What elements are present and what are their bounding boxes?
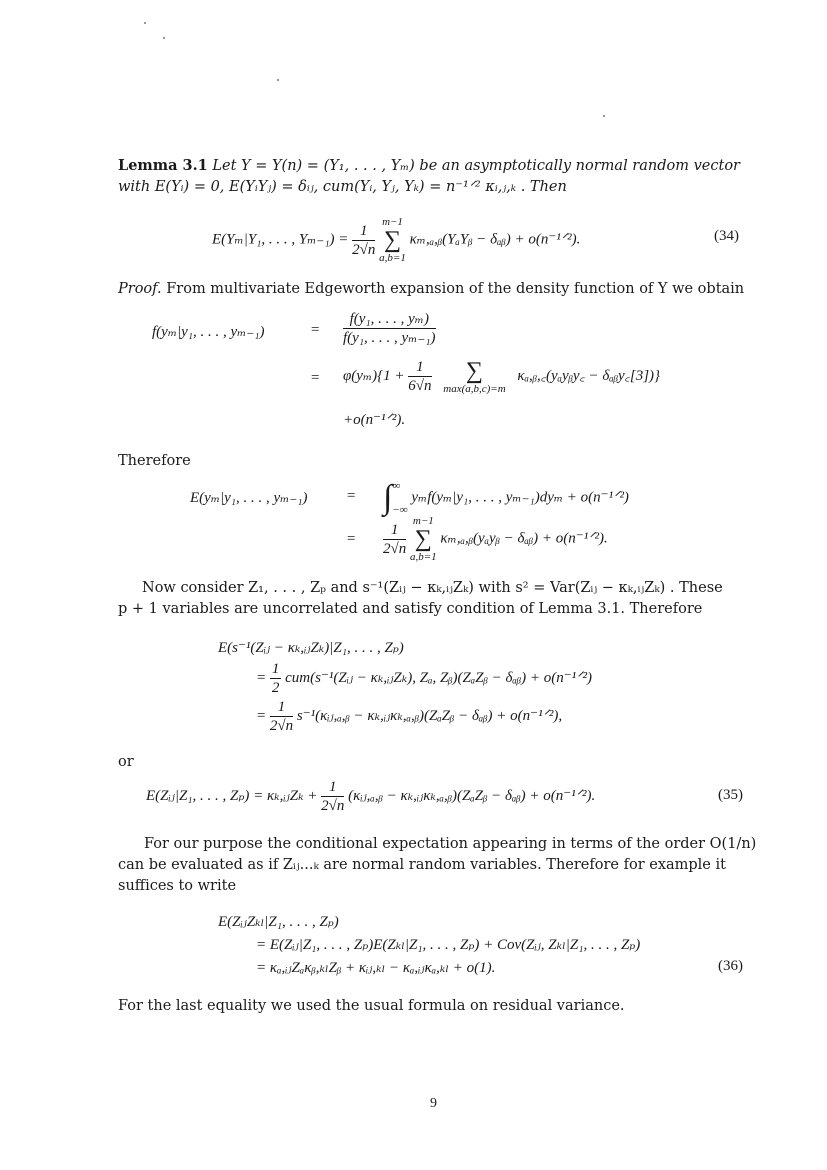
expect-fraction (383, 521, 406, 558)
sum-icon: ∑ (414, 526, 432, 552)
density-sum (443, 359, 505, 395)
expect-frac-den: 2√n (383, 540, 407, 557)
purpose-line-2: can be evaluated as if Zᵢⱼ...ₖ are normal random variables. Therefore for example it (118, 857, 726, 873)
eq35-fraction (321, 778, 344, 815)
eq34-fraction (352, 222, 375, 259)
proof-paragraph (118, 279, 744, 300)
density-remainder: +o(n⁻¹ᐟ²). (343, 412, 406, 428)
cond-line2-eq: = (256, 669, 267, 686)
eq34-frac-den: 2√n (352, 241, 376, 258)
expect-rhs: κₘ,ₐ,ᵦ(yₐyᵦ − δₐᵦ) + o(n⁻¹ᐟ²). (440, 530, 608, 547)
eq34-sum (379, 216, 406, 264)
cond-line3-den: 2√n (269, 718, 294, 734)
expect-lhs: E(yₘ|y₁, . . . , yₘ₋₁) (190, 490, 308, 506)
expect-integrand: yₘf(yₘ|y₁, . . . , yₘ₋₁)dyₘ + o(n⁻¹ᐟ²) (411, 489, 629, 506)
scan-speck (163, 37, 165, 39)
expect-sum (410, 515, 437, 563)
now-consider-paragraph (118, 578, 758, 620)
expect-eq-1: = (346, 488, 357, 504)
cond-line2-post: cum(s⁻¹(Zᵢⱼ − κₖ,ᵢⱼZₖ), Zₐ, Zᵦ)(ZₐZᵦ − δₐᵦ) + o(n⁻¹ᐟ²) (285, 669, 592, 686)
proof-text: From multivariate Edgeworth expansion of the density function of Y we obtain (166, 281, 745, 297)
density-frac-num: f(y₁, . . . , yₘ) (343, 310, 436, 329)
sum-icon: ∑ (465, 357, 484, 384)
lemma-heading: Lemma 3.1 (118, 157, 208, 174)
equation-number-34: (34) (714, 228, 739, 244)
expect-eq-2: = (346, 531, 357, 547)
proof-label: Proof. (118, 281, 162, 297)
eq35-frac-den: 2√n (321, 798, 345, 814)
now-line-1: Now consider Z₁, . . . , Zₚ and s⁻¹(Zᵢⱼ − κₖ,ᵢⱼZₖ) with s² = Var(Zᵢⱼ − κₖ,ᵢⱼZₖ) . These (142, 580, 723, 596)
cond-line2-num: 1 (271, 661, 280, 677)
expect-int-upper: ∞ (392, 480, 401, 492)
lemma-statement (118, 155, 758, 198)
density-coef-den: 6√n (408, 378, 432, 394)
eq35-lhs: E(Zᵢⱼ|Z₁, . . . , Zₚ) = κₖ,ᵢⱼZₖ + (146, 787, 318, 804)
scan-speck (603, 115, 605, 117)
or-word: or (118, 754, 134, 770)
purpose-line-3: suffices to write (118, 878, 237, 894)
lemma-line-1: Let Y = Y(n) = (Y₁, . . . , Yₘ) be an asymptotically normal random vector (212, 158, 740, 174)
therefore-1: Therefore (118, 453, 191, 469)
last-paragraph: For the last equality we used the usual formula on residual variance. (118, 998, 625, 1014)
eq35-rhs: (κᵢⱼ,ₐ,ᵦ − κₖ,ᵢⱼκₖ,ₐ,ᵦ)(ZₐZᵦ − δₐᵦ) + o(n⁻¹ᐟ²). (348, 787, 596, 804)
eq36-line-1: E(ZᵢⱼZₖₗ|Z₁, . . . , Zₚ) (218, 914, 339, 930)
density-term: κₐ,ᵦ,꜀(yₐyᵦy꜀ − δₐᵦy꜀[3])} (517, 367, 661, 384)
scan-speck (144, 22, 146, 24)
density-sum-bottom: max(a,b,c)=m (443, 382, 506, 395)
eq34-lhs: E(Yₘ|Y₁, . . . , Yₘ₋₁) = (212, 231, 349, 248)
density-fraction (343, 310, 436, 347)
sum-icon: ∑ (383, 227, 402, 253)
eq34-sum-top: m−1 (382, 216, 403, 228)
cond-line-2 (256, 660, 592, 697)
equation-34 (212, 216, 580, 264)
cond-line2-frac (270, 660, 282, 697)
page-number: 9 (430, 1096, 437, 1111)
density-phi: φ(yₘ){1 + (343, 367, 405, 384)
eq35-frac-num: 1 (321, 778, 344, 797)
eq34-sum-bottom: a,b=1 (379, 252, 406, 264)
expect-int-lower: −∞ (392, 504, 408, 516)
density-coef (408, 358, 431, 395)
equation-35 (146, 778, 595, 815)
equation-number-36: (36) (718, 958, 743, 974)
expect-sum-top: m−1 (412, 515, 434, 527)
equation-number-35: (35) (718, 787, 743, 803)
expect-sum-line (383, 515, 608, 563)
density-eq-2: = (310, 370, 321, 386)
expect-frac-num: 1 (383, 521, 406, 540)
expect-sum-bottom: a,b=1 (409, 551, 437, 563)
scan-speck (277, 79, 279, 81)
density-frac-den: f(y₁, . . . , yₘ₋₁) (343, 330, 436, 346)
cond-line3-post: s⁻¹(κᵢⱼ,ₐ,ᵦ − κₖ,ᵢⱼκₖ,ₐ,ᵦ)(ZₐZᵦ − δₐᵦ) + o(n⁻¹ᐟ²), (296, 707, 563, 724)
now-line-2: p + 1 variables are uncorrelated and satisfy condition of Lemma 3.1. Therefore (118, 601, 703, 617)
density-eq-1: = (310, 322, 321, 338)
density-expansion (343, 358, 660, 395)
density-lhs: f(yₘ|y₁, . . . , yₘ₋₁) (152, 324, 265, 340)
cond-line3-eq: = (256, 707, 267, 724)
purpose-line-1: For our purpose the conditional expectation appearing in terms of the order O(1/n) (144, 836, 757, 852)
eq34-rhs: κₘ,ₐ,ᵦ(YₐYᵦ − δₐᵦ) + o(n⁻¹ᐟ²). (409, 231, 581, 248)
eq34-frac-num: 1 (352, 222, 375, 241)
lemma-line-2: with E(Yᵢ) = 0, E(YᵢYⱼ) = δᵢⱼ, cum(Yᵢ, Yⱼ, Yₖ) = n⁻¹ᐟ² κᵢ,ⱼ,ₖ . Then (118, 179, 567, 195)
cond-line3-frac (270, 698, 293, 735)
cond-line3-num: 1 (270, 698, 293, 717)
eq36-line-2: = E(Zᵢⱼ|Z₁, . . . , Zₚ)E(Zₖₗ|Z₁, . . . , Zₚ) + Cov(Zᵢⱼ, Zₖₗ|Z₁, . . . , Zₚ) (256, 937, 641, 953)
density-coef-num: 1 (408, 358, 431, 377)
eq36-line-3: = κₐ,ᵢⱼZₐκᵦ,ₖₗZᵦ + κᵢⱼ,ₖₗ − κₐ,ᵢⱼκₐ,ₖₗ + o(1). (256, 960, 496, 976)
integral-icon: ∫ (383, 479, 393, 516)
cond-line-3 (256, 698, 562, 735)
cond-line2-den: 2 (271, 680, 280, 696)
cond-line-1: E(s⁻¹(Zᵢⱼ − κₖ,ᵢⱼZₖ)|Z₁, . . . , Zₚ) (218, 640, 404, 656)
purpose-paragraph (118, 834, 758, 897)
